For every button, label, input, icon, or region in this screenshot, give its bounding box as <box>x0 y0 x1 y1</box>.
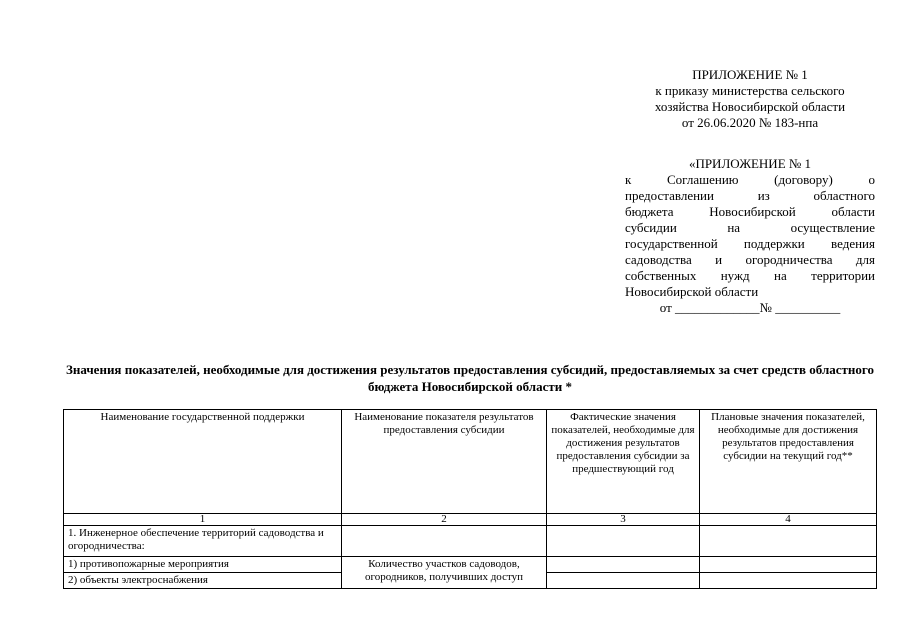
column-header: Наименование показателя результатов предоставления субсидии <box>342 410 547 514</box>
indicators-table <box>63 409 877 589</box>
column-number: 1 <box>64 514 342 526</box>
indicator-cell-merged: Количество участков садоводов, огородников, получивших доступ <box>342 557 547 589</box>
actual-value-cell <box>547 526 700 557</box>
planned-value-cell <box>700 526 877 557</box>
appendix-line: бюджета Новосибирской области <box>625 204 875 219</box>
column-number: 2 <box>342 514 547 526</box>
appendix-1-line: от 26.06.2020 № 183-нпа <box>681 115 819 130</box>
actual-value-cell <box>547 573 700 589</box>
appendix-1-header <box>625 67 875 131</box>
column-number-row <box>64 514 877 526</box>
planned-value-cell <box>700 557 877 573</box>
appendix-1-line: хозяйства Новосибирской области <box>654 99 846 114</box>
planned-value-cell <box>700 573 877 589</box>
appendix-title: «ПРИЛОЖЕНИЕ № 1 <box>688 156 812 171</box>
document-title: Значения показателей, необходимые для достижения результатов предоставления субсидий, предоставляемых за счет средств областного бюджета Новосибирской области * <box>66 362 874 394</box>
support-name-cell: 2) объекты электроснабжения <box>64 573 342 589</box>
appendix-1-line: к приказу министерства сельского <box>655 83 845 98</box>
appendix-1-line: ПРИЛОЖЕНИЕ № 1 <box>692 67 808 82</box>
support-name-cell: 1) противопожарные мероприятия <box>64 557 342 573</box>
support-name-cell: 1. Инженерное обеспечение территорий садоводства и огородничества: <box>64 526 342 557</box>
appendix-line: собственных нужд на территории <box>625 268 875 283</box>
appendix-line: государственной поддержки ведения <box>625 236 875 251</box>
appendix-line: Новосибирской области <box>625 284 759 299</box>
indicator-cell <box>342 526 547 557</box>
column-header: Наименование государственной поддержки <box>64 410 342 514</box>
column-header: Фактические значения показателей, необходимые для достижения результатов предоставления субсидии за предшествующий год <box>547 410 700 514</box>
appendix-line: садоводства и огородничества для <box>625 252 875 267</box>
column-number: 4 <box>700 514 877 526</box>
column-header: Плановые значения показателей, необходимые для достижения результатов предоставления субсидии на текущий год** <box>700 410 877 514</box>
appendix-line: субсидии на осуществление <box>625 220 875 235</box>
table-row <box>64 526 877 557</box>
table-header-row <box>64 410 877 514</box>
column-number: 3 <box>547 514 700 526</box>
appendix-line: к Соглашению (договору) о <box>625 172 875 187</box>
appendix-1-agreement-header <box>625 156 875 316</box>
appendix-date-line: от _____________№ __________ <box>659 300 841 315</box>
actual-value-cell <box>547 557 700 573</box>
appendix-line: предоставлении из областного <box>625 188 875 203</box>
table-row <box>64 557 877 573</box>
